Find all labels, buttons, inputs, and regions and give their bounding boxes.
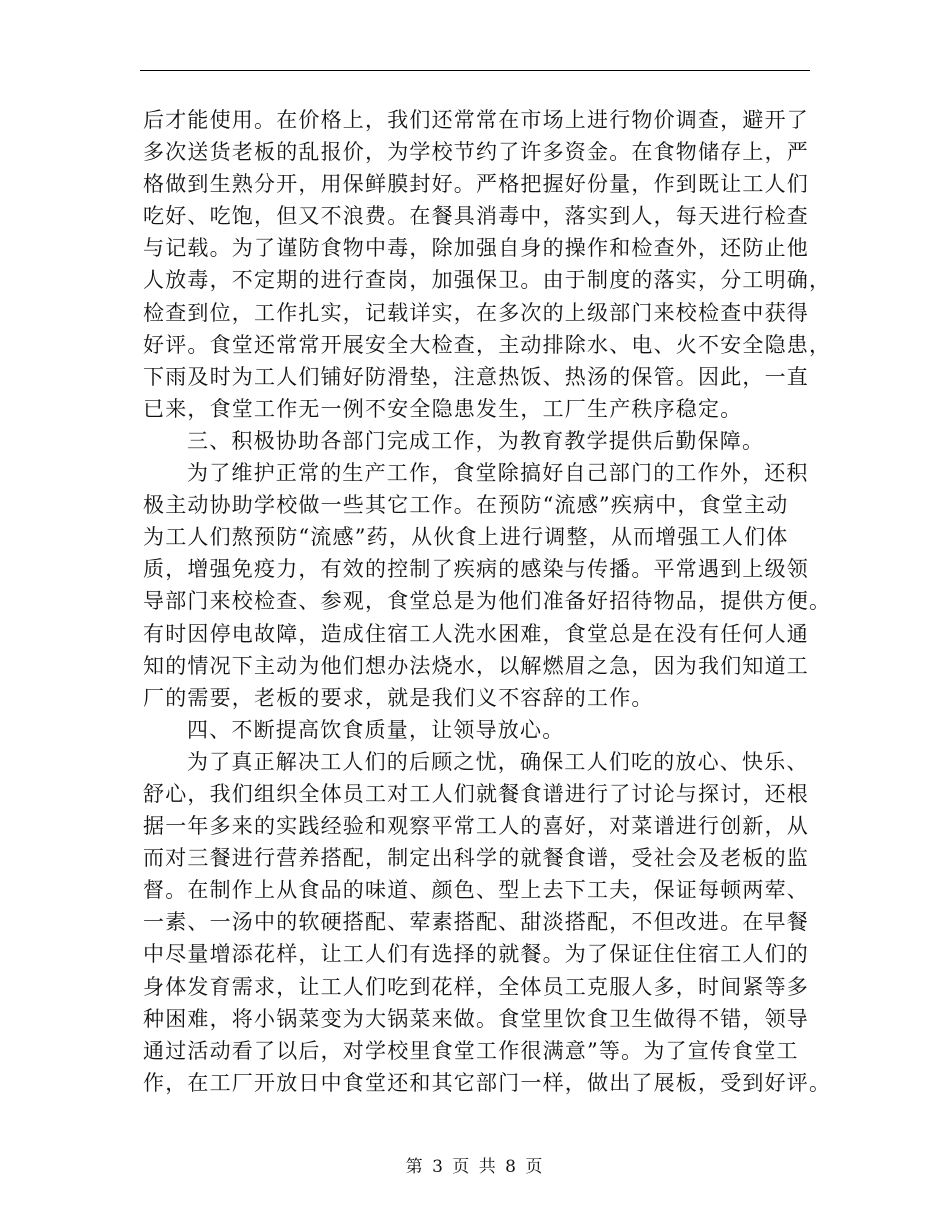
text-line: 极主动协助学校做一些其它工作。在预防“流感”疾病中，食堂主动 [143, 493, 789, 518]
text-line: 身体发育需求，让工人们吃到花样，全体员工克服人多，时间紧等多 [143, 974, 809, 999]
text-line: 多次送货老板的乱报价，为学校节约了许多资金。在食物储存上，严 [143, 140, 809, 165]
text-line: 种困难，将小锅菜变为大锅菜来做。食堂里饮食卫生做得不错，领导 [143, 1006, 809, 1031]
text-line: 督。在制作上从食品的味道、颜色、型上去下工夫，保证每顿两荤、 [143, 878, 809, 903]
text-line: 有时因停电故障，造成住宿工人洗水困难，食堂总是在没有任何人通 [143, 621, 809, 646]
text-line: 检查到位，工作扎实，记载详实，在多次的上级部门来校检查中获得 [143, 300, 809, 325]
text-line: 四、不断提高饮食质量，让领导放心。 [187, 717, 565, 742]
text-line: 一素、一汤中的软硬搭配、荤素搭配、甜淡搭配，不但改进。在早餐 [143, 910, 809, 935]
text-line: 质，增强免疫力，有效的控制了疾病的感染与传播。平常遇到上级领 [143, 557, 809, 582]
text-line: 好评。食堂还常常开展安全大检查，主动排除水、电、火不安全隐患， [143, 332, 832, 357]
text-line: 据一年多来的实践经验和观察平常工人的喜好，对菜谱进行创新，从 [143, 814, 809, 839]
page-number: 第 3 页 共 8 页 [405, 1157, 545, 1177]
text-line: 为了真正解决工人们的后顾之忧，确保工人们吃的放心、快乐、 [187, 749, 809, 774]
text-line: 为了维护正常的生产工作，食堂除搞好自己部门的工作外，还积 [187, 461, 809, 486]
text-line: 下雨及时为工人们铺好防滑垫，注意热饭、热汤的保管。因此，一直 [143, 364, 809, 389]
document-body [143, 104, 832, 1099]
text-line: 厂的需要，老板的要求，就是我们义不容辞的工作。 [143, 685, 654, 710]
text-line: 吃好、吃饱，但又不浪费。在餐具消毒中，落实到人，每天进行检查 [143, 204, 809, 229]
text-line: 人放毒，不定期的进行查岗，加强保卫。由于制度的落实，分工明确， [143, 268, 832, 293]
text-line: 舒心，我们组织全体员工对工人们就餐食谱进行了讨论与探讨，还根 [143, 781, 809, 806]
text-line: 已来，食堂工作无一例不安全隐患发生，工厂生产秩序稳定。 [143, 396, 743, 421]
text-line: 格做到生熟分开，用保鲜膜封好。严格把握好份量，作到既让工人们 [143, 172, 809, 197]
text-line: 三、积极协助各部门完成工作，为教育教学提供后勤保障。 [187, 428, 765, 453]
text-line: 导部门来校检查、参观，食堂总是为他们准备好招待物品，提供方便。 [143, 589, 832, 614]
header-rule [140, 70, 810, 71]
text-line: 知的情况下主动为他们想办法烧水，以解燃眉之急，因为我们知道工 [143, 653, 809, 678]
text-line: 中尽量增添花样，让工人们有选择的就餐。为了保证住住宿工人们的 [143, 942, 809, 967]
text-line: 后才能使用。在价格上，我们还常常在市场上进行物价调查，避开了 [143, 108, 809, 132]
text-line: 而对三餐进行营养搭配，制定出科学的就餐食谱，受社会及老板的监 [143, 846, 809, 871]
text-line: 为工人们熬预防“流感”药，从伙食上进行调整，从而增强工人们体 [143, 525, 789, 550]
text-line: 作，在工厂开放日中食堂还和其它部门一样，做出了展板，受到好评。 [143, 1070, 832, 1095]
text-line: 通过活动看了以后，对学校里食堂工作很满意”等。为了宣传食堂工 [143, 1038, 799, 1063]
text-line: 与记载。为了谨防食物中毒，除加强自身的操作和检查外，还防止他 [143, 236, 809, 261]
